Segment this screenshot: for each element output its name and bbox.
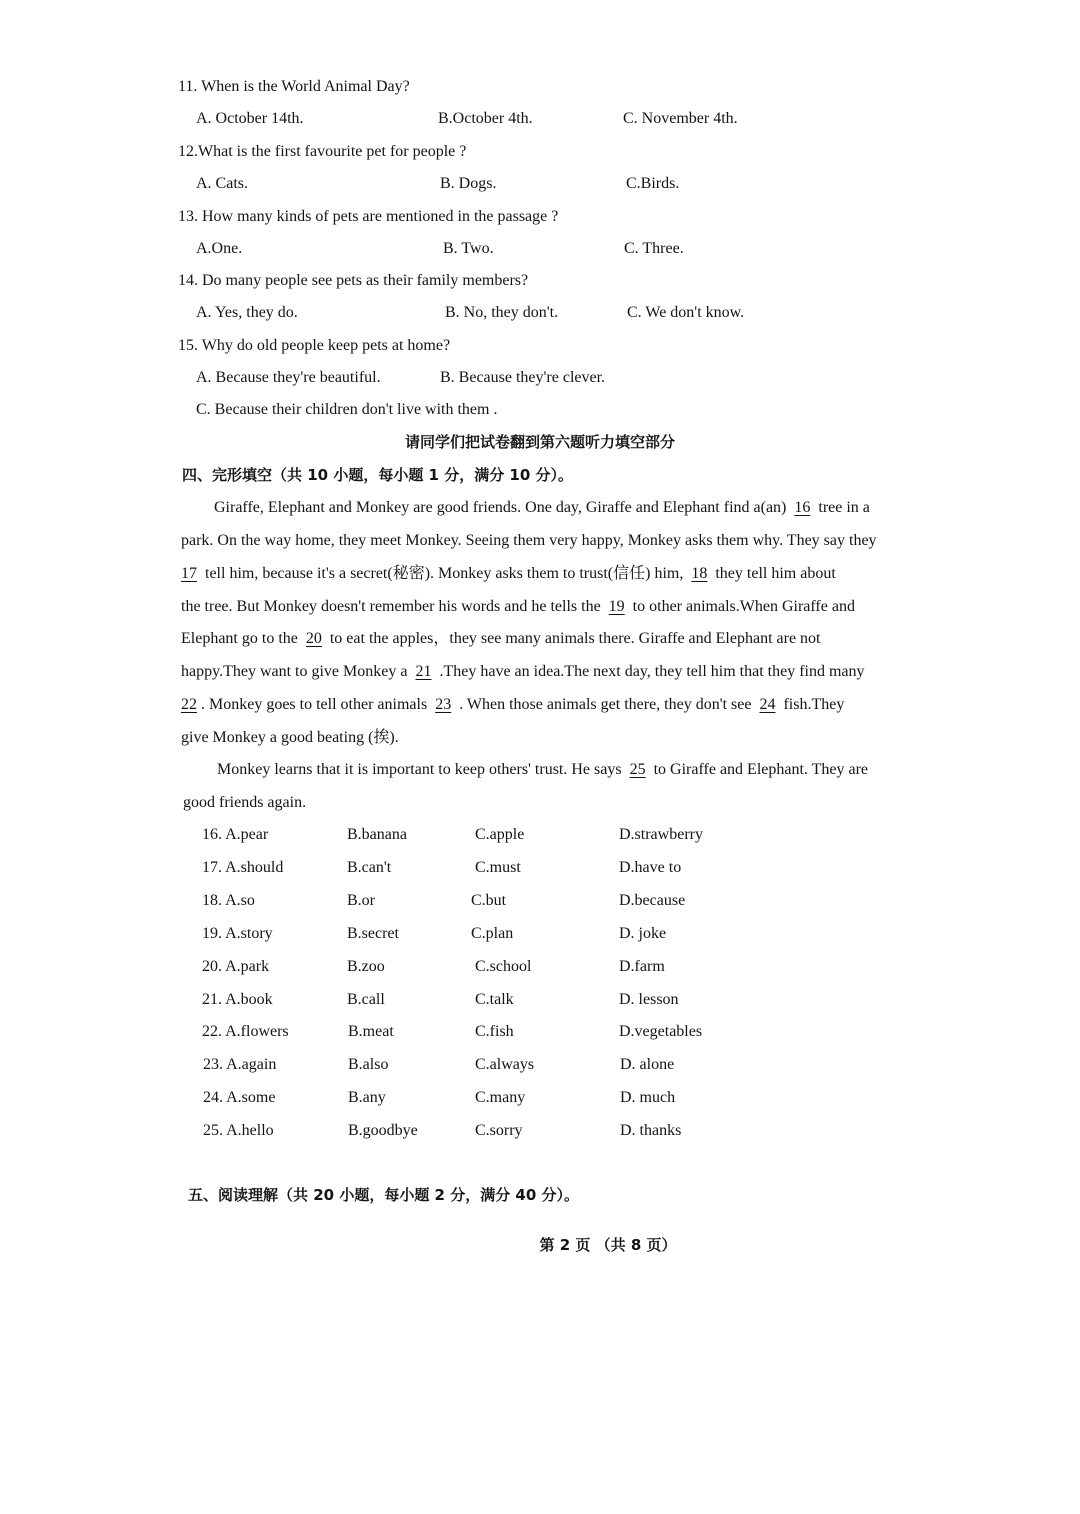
option-a: A.One. [196,240,243,257]
choice-b: B.banana [347,826,407,843]
choice-a: 24. A.some [203,1089,276,1106]
passage-line: happy.They want to give Monkey a 21 .They have an idea.The next day, they tell him that they find many [181,663,865,680]
choice-b: B.secret [347,925,399,942]
choice-c: C.but [471,892,507,909]
choice-c: C.always [475,1056,535,1073]
choice-c: C.school [475,958,532,975]
option-b: B. Dogs. [440,175,497,192]
choice-c: C.sorry [475,1122,523,1139]
choice-c: C.fish [475,1023,514,1040]
choice-d: D.have to [619,859,682,876]
choice-d: D. joke [619,925,667,942]
option-b: B. Because they're clever. [440,369,606,386]
passage-line: 22 . Monkey goes to tell other animals 23 . When those animals get there, they don't see 24 fish.They [181,696,845,713]
choice-d: D. lesson [619,991,679,1008]
blank-22: 22 [181,696,197,713]
choice-d: D.vegetables [619,1023,703,1040]
choice-a: 18. A.so [202,892,255,909]
choice-a: 21. A.book [202,991,273,1008]
option-c: C.Birds. [626,175,680,192]
choice-b: B.or [347,892,375,909]
passage-line: Elephant go to the 20 to eat the apples，they see many animals there. Giraffe and Elephant are not [181,630,821,647]
choice-d: D. much [620,1089,676,1106]
section-5-heading: 五、阅读理解（共 20 小题，每小题 2 分，满分 40 分）。 [188,1186,580,1204]
blank-16: 16 [794,499,811,516]
passage-line: 17 tell him, because it's a secret(秘密). Monkey asks them to trust(信任) him, 18 they tell him about [181,565,836,582]
question-stem: 15. Why do old people keep pets at home? [178,337,451,354]
choice-d: D. alone [620,1056,675,1073]
choice-c: C.many [475,1089,526,1106]
choice-b: B.zoo [347,958,385,975]
choice-b: B.any [348,1089,386,1106]
question-stem: 11. When is the World Animal Day? [178,78,410,95]
choice-b: B.call [347,991,385,1008]
blank-19: 19 [608,598,625,615]
passage-line: the tree. But Monkey doesn't remember his words and he tells the 19 to other animals.When Giraffe and [181,598,855,615]
choice-d: D. thanks [620,1122,682,1139]
choice-a: 19. A.story [202,925,273,942]
option-c: C. November 4th. [623,110,738,127]
passage-line: good friends again. [183,794,307,811]
choice-a: 20. A.park [202,958,270,975]
option-c: C. Three. [624,240,684,257]
choice-a: 23. A.again [203,1056,277,1073]
choice-d: D.strawberry [619,826,703,843]
blank-23: 23 [435,696,452,713]
choice-b: B.goodbye [348,1122,418,1139]
option-b: B. No, they don't. [445,304,559,321]
section-4-heading: 四、完形填空（共 10 小题，每小题 1 分，满分 10 分）。 [182,466,574,484]
choice-a: 25. A.hello [203,1122,274,1139]
choice-a: 16. A.pear [202,826,269,843]
choice-d: D.farm [619,958,665,975]
blank-17: 17 [181,565,197,582]
passage-line: give Monkey a good beating (挨). [181,729,399,746]
option-a: A. Cats. [196,175,248,192]
option-a: A. Yes, they do. [196,304,298,321]
choice-b: B.can't [347,859,392,876]
question-stem: 14. Do many people see pets as their family members? [178,272,529,289]
option-c: C. Because their children don't live with them . [196,401,498,418]
choice-b: B.meat [348,1023,394,1040]
option-b: B. Two. [443,240,494,257]
choice-a: 17. A.should [202,859,284,876]
option-a: A. Because they're beautiful. [196,369,381,386]
passage-line: Giraffe, Elephant and Monkey are good friends. One day, Giraffe and Elephant find a(an) 16 tree in a [214,499,870,516]
blank-24: 24 [759,696,776,713]
blank-25: 25 [629,761,646,778]
blank-21: 21 [415,663,432,680]
listening-notice: 请同学们把试卷翻到第六题听力填空部分 [404,433,675,451]
option-c: C. We don't know. [627,304,745,321]
choice-c: C.plan [471,925,514,942]
choice-c: C.must [475,859,521,876]
choice-c: C.talk [475,991,514,1008]
option-a: A. October 14th. [196,110,304,127]
choice-b: B.also [348,1056,389,1073]
passage-line: park. On the way home, they meet Monkey. Seeing them very happy, Monkey asks them why. They say they [181,532,877,549]
choice-d: D.because [619,892,686,909]
choice-a: 22. A.flowers [202,1023,289,1040]
choice-c: C.apple [475,826,525,843]
blank-18: 18 [691,565,708,582]
passage-line: Monkey learns that it is important to keep others' trust. He says 25 to Giraffe and Elephant. They are [217,761,869,778]
question-stem: 12.What is the first favourite pet for people ? [178,143,467,160]
page-number: 第 2 页 （共 8 页） [539,1236,677,1254]
option-b: B.October 4th. [438,110,533,127]
question-stem: 13. How many kinds of pets are mentioned in the passage ? [178,208,559,225]
blank-20: 20 [305,630,322,647]
